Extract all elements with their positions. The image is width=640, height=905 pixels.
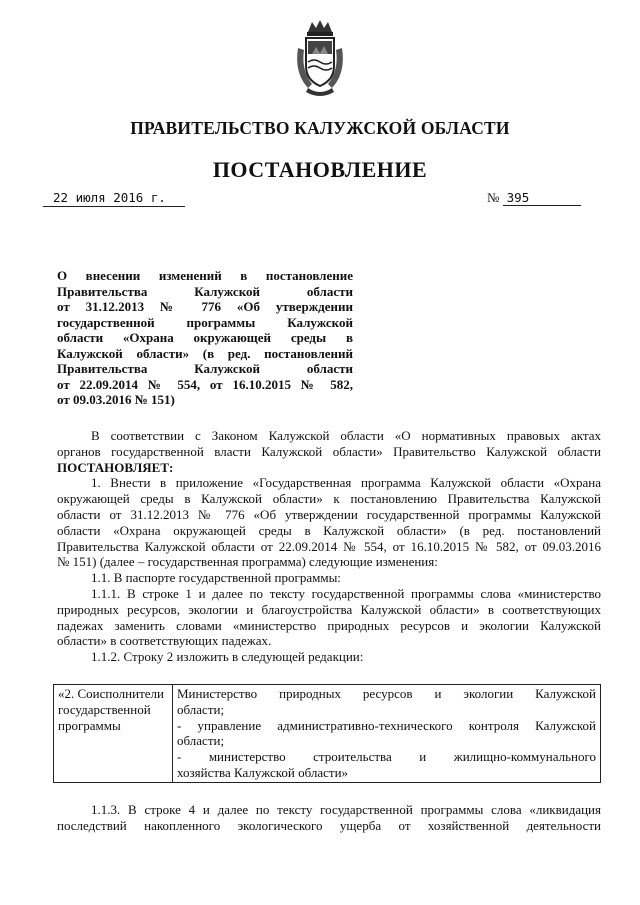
preamble-line: органов государственной власти Калужской области» Правительство Калужской области [57,443,601,459]
subject-line: О внесении изменений в постановление [57,268,353,283]
content-line: области; [177,733,225,749]
para1-line: области «Охрана окружающей среды в Калужской области» (в ред. постановлений [57,522,601,538]
subject-line: Правительства Калужской области [57,361,353,376]
para1-line: 1. Внести в приложение «Государственная программа Калужской области «Охрана [91,475,601,491]
document-date: 22 июля 2016 г. [43,190,185,207]
table-row [54,685,601,783]
document-number-field [487,190,581,206]
content-line: области; [177,701,225,717]
kaluga-coat-of-arms-icon [290,18,350,98]
preamble-line: В соответствии с Законом Калужской области «О нормативных правовых актах [91,428,601,443]
content-line: Министерство природных ресурсов и экологии Калужской [177,686,596,701]
table-label-cell [54,685,173,783]
subject-line: от 09.03.2016 № 151) [57,392,175,407]
label-line: «2. Соисполнители [58,686,164,701]
para111-line: природных ресурсов, экологии и благоустройства Калужской области» в соответствующих [57,601,601,617]
subject-line: Калужской области» (в ред. постановлений [57,345,353,361]
document-number: 395 [503,190,581,206]
subject-line: Правительства Калужской области [57,283,353,299]
document-subject [57,268,353,408]
subject-line: от 22.09.2014 № 554, от 16.10.2015 № 582, [57,376,353,392]
document-body [57,428,601,665]
para113-line: 1.1.3. В строке 4 и далее по тексту государственной программы слова «ликвидация [91,802,601,817]
label-line: программы [58,717,121,733]
label-line: государственной [58,701,151,717]
organization-title: ПРАВИТЕЛЬСТВО КАЛУЖСКОЙ ОБЛАСТИ [130,118,510,138]
para111-line: падежах заменить словами «министерство природных ресурсов и экологии Калужской [57,617,601,633]
resolves-heading: ПОСТАНОВЛЯЕТ: [57,459,174,475]
number-sign: № [487,190,500,205]
para1-line: № 151) (далее – государственная программа) следующие изменения: [57,554,438,570]
para1-line: Правительства Калужской области от 22.09.2014 № 554, от 16.10.2015 № 582, от 09.03.2016 [57,538,601,554]
coexecutors-table [53,684,601,783]
para112-line: 1.1.2. Строку 2 изложить в следующей редакции: [91,649,364,665]
para11-line: 1.1. В паспорте государственной программы: [91,570,341,586]
document-type-title: ПОСТАНОВЛЕНИЕ [212,157,428,182]
para1-line: области от 31.12.2013 № 776 «Об утверждении государственной программы Калужской [57,506,601,522]
document-body-continued [57,802,601,834]
table-content-cell [173,685,601,783]
subject-line: от 31.12.2013 № 776 «Об утверждении [57,299,353,314]
para111-line: области» в соответствующих падежах. [57,633,272,649]
para113-line: последствий накопленного экологического ущерба от хозяйственной деятельности [57,817,601,833]
content-line: - управление административно-технического контроля Калужской [177,717,596,733]
content-line: - министерство строительства и жилищно-коммунального [177,749,596,765]
subject-line: области «Охрана окружающей среды в [57,330,353,345]
para1-line: окружающей среды в Калужской области» к постановлению Правительства Калужской [57,491,601,507]
content-line: хозяйства Калужской области» [177,764,349,780]
para111-line: 1.1.1. В строке 1 и далее по тексту государственной программы слова «министерство [91,585,601,601]
subject-line: государственной программы Калужской [57,314,353,330]
